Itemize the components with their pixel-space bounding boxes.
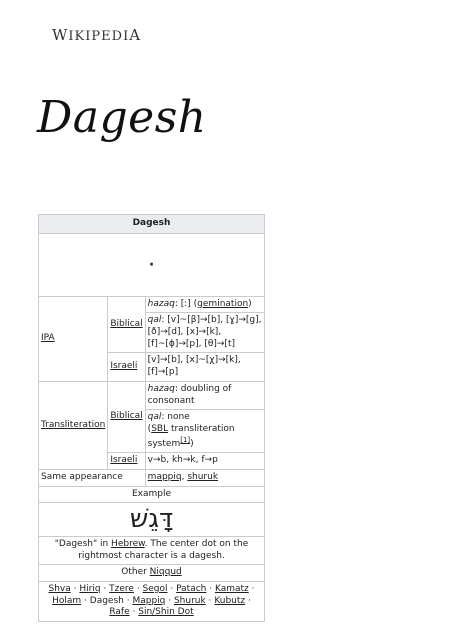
ipa-hazaq-cell	[145, 296, 264, 313]
example-caption	[39, 536, 265, 564]
ipa-qal-term: qal	[147, 315, 162, 326]
translit-sbl-text: transliteration system	[147, 423, 235, 449]
niqqud-link-tzere[interactable]: Tzere	[109, 583, 134, 594]
caption-post: . The center dot on the rightmost character is a dagesh.	[78, 538, 249, 561]
ipa-biblical-link[interactable]: Biblical	[110, 318, 143, 329]
translit-label-cell	[39, 381, 108, 469]
niqqud-separator: ·	[167, 583, 177, 594]
ipa-qal-cell	[145, 313, 264, 353]
translit-biblical-label-cell	[108, 381, 145, 452]
hebrew-link[interactable]: Hebrew	[111, 538, 145, 549]
same-appearance-sep: ,	[181, 471, 188, 482]
niqqud-link-kamatz[interactable]: Kamatz	[214, 583, 249, 594]
niqqud-separator: ·	[81, 595, 90, 606]
same-appearance-cell	[145, 469, 264, 486]
ipa-biblical-label-cell	[108, 296, 145, 353]
ipa-qal-line-2: [ð]→[d], [x]→[k],	[147, 327, 222, 338]
other-header-pre: Other	[121, 567, 150, 578]
niqqud-link-dagesh: Dagesh	[89, 595, 124, 606]
wordmark-cap-first: W	[52, 26, 69, 44]
ipa-israeli-value: [v]→[b], [x]~[χ]→[k], [f]→[p]	[145, 353, 264, 381]
dagesh-symbol-image: ·	[39, 233, 265, 296]
niqqud-link-mappiq[interactable]: Mappiq	[132, 595, 166, 606]
translit-biblical-link[interactable]: Biblical	[110, 411, 143, 422]
niqqud-link-rafe[interactable]: Rafe	[109, 607, 130, 618]
ipa-qal-line-1: : [v]~[β]→[b], [ɣ]→[g],	[161, 315, 262, 326]
infobox	[38, 214, 265, 622]
example-header: Example	[39, 486, 265, 503]
niqqud-link-sin-shin-dot[interactable]: Sin/Shin Dot	[138, 607, 194, 618]
niqqud-separator: ·	[165, 595, 174, 606]
ipa-hazaq-post: )	[248, 298, 252, 309]
wordmark-cap-last: A	[129, 26, 142, 44]
shuruk-link[interactable]: shuruk	[187, 471, 219, 482]
infobox-title: Dagesh	[39, 215, 265, 234]
ipa-label-cell	[39, 296, 108, 381]
ipa-qal-line-3: [f]~[ɸ]→[p], [θ]→[t]	[147, 338, 235, 349]
caption-pre: "Dagesh" in	[54, 538, 112, 549]
niqqud-link-patach[interactable]: Patach	[176, 583, 207, 594]
other-niqqud-header	[39, 565, 265, 582]
example-hebrew-word: דָּגֵשׁ	[39, 503, 265, 537]
translit-israeli-label-cell	[108, 453, 145, 470]
translit-hazaq-text: : doubling of consonant	[147, 383, 232, 406]
niqqud-separator: ·	[100, 583, 110, 594]
niqqud-link-kubutz[interactable]: Kubutz	[214, 595, 246, 606]
niqqud-link-shuruk[interactable]: Shuruk	[173, 595, 206, 606]
ipa-hazaq-term: hazaq	[147, 298, 175, 309]
reference-1-link[interactable]: [1]	[180, 435, 191, 444]
gemination-link[interactable]: gemination	[197, 298, 249, 309]
niqqud-link-segol[interactable]: Segol	[142, 583, 168, 594]
niqqud-separator: ·	[205, 595, 215, 606]
niqqud-link[interactable]: Niqqud	[149, 567, 182, 578]
translit-israeli-link[interactable]: Israeli	[110, 455, 138, 466]
mappiq-link[interactable]: mappiq	[147, 471, 182, 482]
niqqud-link-shva[interactable]: Shva	[48, 583, 71, 594]
translit-qal-text: : none	[161, 412, 190, 423]
niqqud-separator: ·	[206, 583, 215, 594]
niqqud-separator: ·	[123, 595, 133, 606]
ipa-link[interactable]: IPA	[41, 332, 55, 343]
niqqud-separator: ·	[129, 607, 139, 618]
wikipedia-wordmark[interactable]	[52, 26, 141, 44]
translit-sbl-pre: (	[147, 423, 152, 434]
translit-sbl-post: )	[190, 438, 194, 449]
same-appearance-label: Same appearance	[39, 469, 146, 486]
translit-qal-term: qal	[147, 412, 162, 423]
niqqud-separator: ·	[133, 583, 143, 594]
niqqud-separator: ·	[248, 583, 255, 594]
translit-hazaq-term: hazaq	[147, 383, 175, 394]
niqqud-navigation-list	[39, 581, 265, 621]
niqqud-link-holam[interactable]: Holam	[52, 595, 82, 606]
ipa-israeli-link[interactable]: Israeli	[110, 361, 138, 372]
wordmark-middle: IKIPEDI	[68, 29, 130, 44]
niqqud-separator: ·	[245, 595, 251, 606]
niqqud-separator: ·	[70, 583, 80, 594]
transliteration-link[interactable]: Transliteration	[41, 419, 106, 430]
ipa-israeli-label-cell	[108, 353, 145, 381]
ipa-hazaq-pre: : [ː] (	[174, 298, 198, 309]
sbl-link[interactable]: SBL	[151, 423, 169, 434]
translit-hazaq-cell	[145, 381, 264, 409]
niqqud-link-hiriq[interactable]: Hiriq	[79, 583, 101, 594]
page-title: Dagesh	[37, 92, 207, 143]
translit-qal-cell	[145, 410, 264, 453]
translit-israeli-value: v→b, kh→k, f→p	[145, 453, 264, 470]
